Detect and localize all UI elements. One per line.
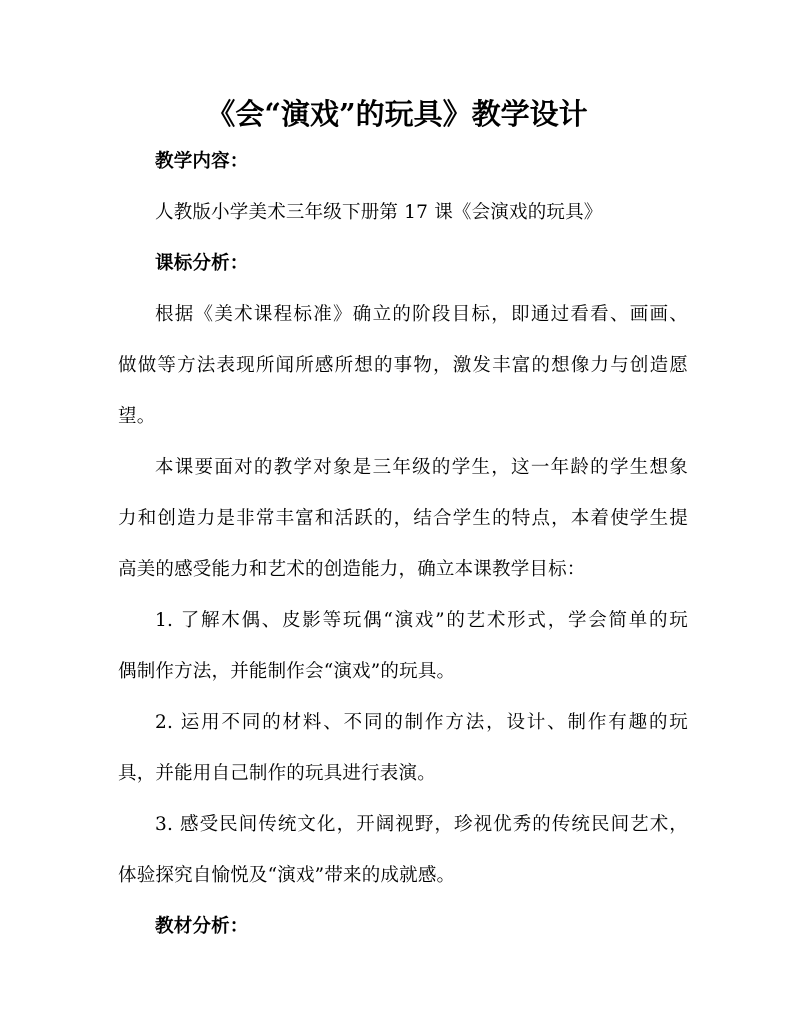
page-title: 《会“演戏”的玩具》教学设计	[206, 97, 588, 131]
content-text: 人教版小学美术三年级下册第 17 课《会演戏的玩具》	[155, 202, 603, 223]
section-heading-material: 教材分析：	[155, 916, 249, 937]
paragraph-line: 望。	[118, 406, 156, 427]
paragraph-line: 力和创造力是非常丰富和活跃的，结合学生的特点，本着使学生提	[118, 508, 688, 529]
goal-line: 1. 了解木偶、皮影等玩偶“演戏”的艺术形式，学会简单的玩	[155, 610, 688, 631]
goal-line: 体验探究自愉悦及“演戏”带来的成就感。	[118, 865, 456, 886]
goal-line: 偶制作方法，并能制作会“演戏”的玩具。	[118, 661, 456, 682]
goal-line: 3. 感受民间传统文化，开阔视野，珍视优秀的传统民间艺术，	[155, 814, 688, 835]
section-heading-standard: 课标分析：	[155, 253, 249, 274]
goal-line: 2. 运用不同的材料、不同的制作方法，设计、制作有趣的玩	[155, 712, 688, 733]
goal-line: 具，并能用自己制作的玩具进行表演。	[118, 763, 436, 784]
section-heading-content: 教学内容：	[155, 151, 249, 172]
paragraph-line: 高美的感受能力和艺术的创造能力，确立本课教学目标：	[118, 559, 586, 580]
paragraph-line: 本课要面对的教学对象是三年级的学生，这一年龄的学生想象	[155, 457, 688, 478]
paragraph-line: 做做等方法表现所闻所感所想的事物，激发丰富的想像力与创造愿	[118, 355, 688, 376]
paragraph-line: 根据《美术课程标准》确立的阶段目标，即通过看看、画画、	[155, 304, 688, 325]
